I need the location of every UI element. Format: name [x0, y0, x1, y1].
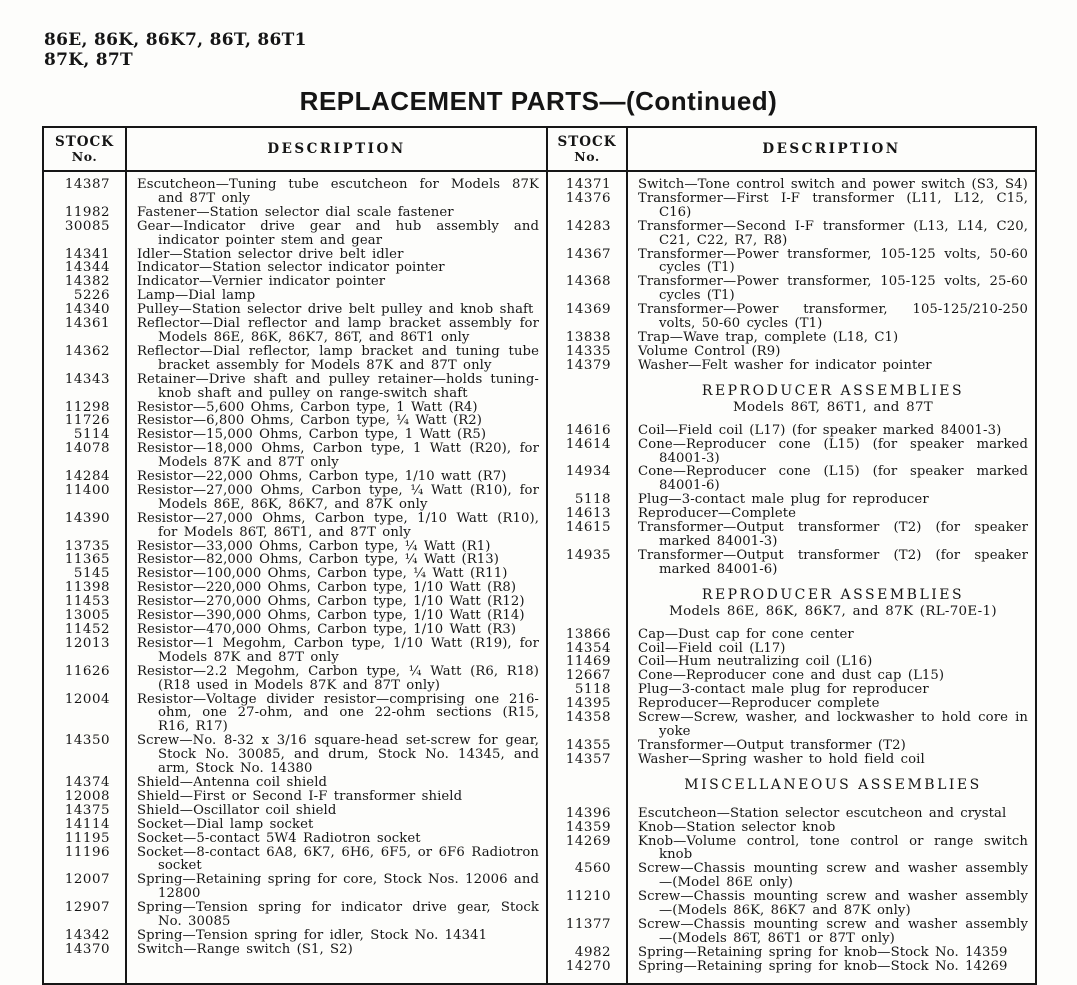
part-description: Screw—Chassis mounting screw and washer assembly—(Models 86T, 86T1 or 87T only) — [638, 916, 1028, 946]
table-row — [548, 890, 1035, 918]
part-description: Lamp—Dial lamp — [137, 288, 256, 304]
table-row — [44, 734, 546, 776]
part-description: Shield—First or Second I-F transformer shield — [137, 788, 463, 804]
table-row — [44, 303, 546, 317]
part-description: Knob—Volume control, tone control or range switch knob — [638, 833, 1028, 863]
stock-header-sublabel: No. — [574, 148, 600, 164]
part-description: Coil—Hum neutralizing coil (L16) — [638, 654, 873, 670]
part-description: Reflector—Dial reflector, lamp bracket and tuning tube bracket assembly for Models 87K and 87T only — [137, 343, 539, 373]
part-description: Socket—Dial lamp socket — [137, 816, 314, 832]
stock-number: 14359 — [565, 819, 611, 835]
stock-number: 14934 — [565, 464, 611, 480]
stock-number: 11398 — [64, 580, 110, 596]
part-description: Screw—Chassis mounting screw and washer assembly—(Models 86K, 86K7 and 87K only) — [638, 889, 1028, 919]
part-description: Resistor—27,000 Ohms, Carbon type, 1/10 Watt (R10), for Models 86T, 86T1, and 87T only — [137, 510, 539, 540]
part-description: Resistor—270,000 Ohms, Carbon type, 1/10 Watt (R12) — [137, 594, 525, 610]
part-description: Coil—Field coil (L17) (for speaker marked 84001-3) — [638, 422, 1002, 438]
table-row — [548, 628, 1035, 642]
table-row — [548, 918, 1035, 946]
table-row — [44, 693, 546, 735]
part-description: Knob—Station selector knob — [638, 819, 836, 835]
table-row — [44, 901, 546, 929]
part-description: Spring—Retaining spring for knob—Stock No. 14269 — [638, 958, 1008, 974]
part-description: Resistor—22,000 Ohms, Carbon type, 1/10 watt (R7) — [137, 469, 507, 485]
part-description: Cone—Reproducer cone (L15) (for speaker marked 84001-6) — [638, 464, 1028, 494]
part-description: Transformer—Output transformer (T2) (for speaker marked 84001-3) — [638, 520, 1028, 549]
table-row — [44, 665, 546, 693]
part-description: Volume Control (R9) — [638, 343, 781, 359]
part-description: Trap—Wave trap, complete (L18, C1) — [638, 329, 899, 345]
stock-number: 12004 — [64, 691, 110, 707]
stock-number: 14355 — [565, 737, 611, 753]
stock-number: 5118 — [574, 492, 611, 508]
stock-number: 12907 — [64, 900, 110, 916]
stock-number: 11400 — [64, 482, 110, 498]
table-row — [44, 248, 546, 262]
table-row — [44, 818, 546, 832]
part-description: Spring—Tension spring for indicator drive gear, Stock No. 30085 — [137, 900, 539, 930]
table-row — [44, 609, 546, 623]
part-description: Resistor—390,000 Ohms, Carbon type, 1/10 Watt (R14) — [137, 608, 525, 624]
part-description: Escutcheon—Tuning tube escutcheon for Models 87K and 87T only — [137, 177, 539, 206]
stock-number: 14613 — [565, 506, 611, 522]
part-description: Idler—Station selector drive belt idler — [137, 246, 404, 262]
table-row — [548, 424, 1035, 438]
part-description: Plug—3-contact male plug for reproducer — [638, 492, 929, 508]
table-row — [44, 275, 546, 289]
part-description: Plug—3-contact male plug for reproducer — [638, 682, 929, 698]
parts-column-right — [546, 172, 1035, 983]
table-row — [548, 669, 1035, 683]
stock-number: 14387 — [64, 177, 110, 192]
table-row — [44, 943, 546, 957]
stock-number: 14341 — [64, 246, 110, 262]
stock-number: 14390 — [64, 510, 110, 526]
stock-header-label: STOCK — [54, 133, 115, 150]
stock-number: 11196 — [64, 844, 110, 860]
part-description: Switch—Range switch (S1, S2) — [137, 941, 353, 957]
table-row — [548, 697, 1035, 711]
table-row — [548, 178, 1035, 192]
part-description: Shield—Antenna coil shield — [137, 774, 328, 790]
table-row — [44, 414, 546, 428]
part-description: Spring—Retaining spring for core, Stock Nos. 12006 and 12800 — [137, 872, 539, 902]
part-description: Reproducer—Reproducer complete — [638, 696, 880, 712]
part-description: Spring—Tension spring for idler, Stock No. 14341 — [137, 927, 488, 943]
table-row — [44, 929, 546, 943]
table-row — [44, 595, 546, 609]
table-row — [44, 373, 546, 401]
stock-number: 14357 — [565, 751, 611, 767]
table-row — [44, 220, 546, 248]
table-row — [548, 835, 1035, 863]
part-description: Screw—Screw, washer, and lockwasher to hold core in yoke — [638, 710, 1028, 739]
table-row — [548, 655, 1035, 669]
table-body — [44, 172, 1035, 983]
part-description: Resistor—15,000 Ohms, Carbon type, 1 Watt (R5) — [137, 427, 487, 443]
table-row — [548, 192, 1035, 220]
stock-number: 11469 — [565, 654, 611, 670]
part-description: Escutcheon—Station selector escutcheon and crystal — [638, 805, 1007, 821]
table-row — [548, 275, 1035, 303]
stock-number: 13735 — [64, 538, 110, 554]
models-header — [44, 30, 307, 71]
table-row — [44, 178, 546, 206]
part-description: Fastener—Station selector dial scale fastener — [137, 204, 454, 220]
part-description: Washer—Spring washer to hold field coil — [638, 751, 925, 767]
stock-number: 14379 — [565, 357, 611, 373]
stock-number: 5145 — [73, 566, 110, 582]
table-row — [548, 960, 1035, 974]
table-row — [44, 317, 546, 345]
table-row — [548, 521, 1035, 549]
table-row — [44, 790, 546, 804]
table-row — [548, 438, 1035, 466]
table-row — [44, 567, 546, 581]
section-heading: REPRODUCER ASSEMBLIES — [701, 586, 965, 603]
stock-number: 14361 — [64, 316, 110, 332]
table-row — [44, 428, 546, 442]
section-subheading: Models 86E, 86K, 86K7, and 87K (RL-70E-1) — [669, 603, 997, 619]
part-description: Transformer—Output transformer (T2) (for speaker marked 84001-6) — [638, 547, 1028, 577]
stock-number: 14269 — [565, 833, 611, 849]
part-description: Resistor—18,000 Ohms, Carbon type, 1 Watt (R20), for Models 87K and 87T only — [137, 441, 539, 471]
page-title: REPLACEMENT PARTS—(Continued) — [299, 86, 778, 116]
table-row — [44, 470, 546, 484]
stock-number: 14270 — [565, 958, 611, 974]
section-subheading: Models 86T, 86T1, and 87T — [732, 399, 934, 415]
table-row — [44, 442, 546, 470]
table-row — [44, 832, 546, 846]
stock-number: 14343 — [64, 371, 110, 387]
description-header-left — [125, 128, 546, 170]
part-description: Spring—Retaining spring for knob—Stock No. 14359 — [638, 944, 1008, 960]
table-row — [548, 642, 1035, 656]
stock-number: 11210 — [565, 889, 611, 905]
part-description: Resistor—27,000 Ohms, Carbon type, ¼ Watt (R10), for Models 86E, 86K, 86K7, and 87K only — [137, 482, 539, 512]
table-row — [44, 637, 546, 665]
table-row — [44, 345, 546, 373]
table-row — [548, 359, 1035, 373]
part-description: Resistor—470,000 Ohms, Carbon type, 1/10 Watt (R3) — [137, 622, 517, 637]
part-description: Transformer—Power transformer, 105-125/210-250 volts, 50-60 cycles (T1) — [638, 302, 1028, 332]
table-row — [548, 807, 1035, 821]
table-row — [44, 401, 546, 415]
stock-number: 11195 — [64, 830, 110, 846]
stock-number: 4560 — [574, 861, 611, 877]
table-row — [548, 549, 1035, 577]
stock-number: 11377 — [565, 916, 611, 932]
part-description: Resistor—1 Megohm, Carbon type, 1/10 Watt (R19), for Models 87K and 87T only — [137, 635, 539, 665]
stock-number: 14614 — [565, 436, 611, 452]
table-row — [548, 683, 1035, 697]
table-row — [44, 804, 546, 818]
part-description: Resistor—33,000 Ohms, Carbon type, ¼ Watt (R1) — [137, 538, 491, 554]
table-row — [44, 846, 546, 874]
stock-number: 11365 — [64, 552, 110, 568]
part-description: Switch—Tone control switch and power switch (S3, S4) — [638, 177, 1028, 192]
table-row — [44, 553, 546, 567]
stock-number: 4982 — [574, 944, 611, 960]
stock-number: 14374 — [64, 774, 110, 790]
stock-number: 14395 — [565, 696, 611, 712]
description-header-label: DESCRIPTION — [762, 140, 901, 157]
table-row — [548, 303, 1035, 331]
part-description: Transformer—Output transformer (T2) — [638, 737, 906, 753]
table-row — [44, 623, 546, 637]
stock-number: 14369 — [565, 302, 611, 318]
stock-number: 14376 — [565, 190, 611, 206]
part-description: Indicator—Station selector indicator pointer — [137, 260, 445, 276]
stock-number: 14367 — [565, 246, 611, 262]
stock-number: 14362 — [64, 343, 110, 359]
part-description: Resistor—Voltage divider resistor—comprising one 216-ohm, one 27-ohm, and one 22-ohm sections (R15, R16, R17) — [137, 691, 539, 735]
section-heading: MISCELLANEOUS ASSEMBLIES — [684, 776, 982, 793]
part-description: Cone—Reproducer cone and dust cap (L15) — [638, 668, 945, 684]
stock-number: 11982 — [64, 204, 110, 220]
part-description: Screw—No. 8-32 x 3/16 square-head set-screw for gear, Stock No. 30085, and drum, Stock No. 14345, and arm, Stock No. 14380 — [137, 733, 539, 777]
stock-number: 14335 — [565, 343, 611, 359]
models-line-1: 86E, 86K, 86K7, 86T, 86T1 — [44, 30, 307, 50]
part-description: Shield—Oscillator coil shield — [137, 802, 337, 818]
table-row — [548, 753, 1035, 767]
stock-number: 12007 — [64, 872, 110, 888]
part-description: Transformer—Power transformer, 105-125 volts, 25-60 cycles (T1) — [638, 274, 1028, 304]
stock-number: 14370 — [64, 941, 110, 957]
table-header-row — [44, 128, 1035, 172]
part-description: Retainer—Drive shaft and pulley retainer—holds tuning-knob shaft and pulley on range-switch shaft — [137, 371, 539, 401]
stock-number: 14615 — [565, 520, 611, 536]
table-row — [548, 946, 1035, 960]
stock-number: 14284 — [64, 469, 110, 485]
table-row — [548, 220, 1035, 248]
parts-column-left — [44, 172, 546, 983]
description-header-right — [626, 128, 1035, 170]
table-row — [44, 289, 546, 303]
stock-number: 12667 — [565, 668, 611, 684]
table-row — [548, 862, 1035, 890]
table-row — [44, 581, 546, 595]
stock-number: 5114 — [73, 427, 110, 443]
stock-number: 30085 — [64, 218, 110, 234]
stock-no-header-right — [546, 128, 626, 170]
stock-number: 13838 — [565, 329, 611, 345]
stock-number: 5118 — [574, 682, 611, 698]
stock-header-label: STOCK — [557, 133, 617, 150]
part-description: Resistor—100,000 Ohms, Carbon type, ¼ Watt (R11) — [137, 566, 508, 582]
stock-number: 11453 — [64, 594, 110, 610]
table-row — [44, 512, 546, 540]
stock-number: 14396 — [565, 805, 611, 821]
table-row — [548, 821, 1035, 835]
table-row — [548, 465, 1035, 493]
table-row — [44, 873, 546, 901]
stock-number: 14382 — [64, 274, 110, 290]
table-row — [44, 261, 546, 275]
stock-number: 11626 — [64, 663, 110, 679]
stock-number: 14616 — [565, 422, 611, 438]
part-description: Washer—Felt washer for indicator pointer — [638, 357, 932, 373]
stock-number: 11452 — [64, 622, 110, 637]
part-description: Resistor—6,800 Ohms, Carbon type, ¼ Watt (R2) — [137, 413, 482, 429]
part-description: Indicator—Vernier indicator pointer — [137, 274, 386, 290]
stock-number: 14371 — [565, 177, 611, 192]
part-description: Pulley—Station selector drive belt pulley and knob shaft — [137, 302, 534, 318]
table-row — [548, 248, 1035, 276]
stock-number: 13866 — [565, 626, 611, 642]
table-row — [548, 331, 1035, 345]
stock-number: 14344 — [64, 260, 110, 276]
stock-number: 14114 — [64, 816, 110, 832]
table-row — [44, 206, 546, 220]
part-description: Gear—Indicator drive gear and hub assembly and indicator pointer stem and gear — [137, 218, 539, 248]
stock-number: 14350 — [64, 733, 110, 749]
section-heading-spacer — [631, 794, 1035, 798]
stock-number: 12013 — [64, 635, 110, 651]
part-description: Socket—5-contact 5W4 Radiotron socket — [137, 830, 421, 846]
part-description: Transformer—Second I-F transformer (L13, L14, C20, C21, C22, R7, R8) — [638, 218, 1028, 248]
table-row — [548, 345, 1035, 359]
stock-number: 14935 — [565, 547, 611, 563]
table-row — [548, 493, 1035, 507]
part-description: Reproducer—Complete — [638, 506, 797, 522]
table-row — [44, 776, 546, 790]
stock-number: 14340 — [64, 302, 110, 318]
part-description: Resistor—2.2 Megohm, Carbon type, ¼ Watt (R6, R18) (R18 used in Models 87K and 87T only) — [137, 663, 539, 693]
part-description: Screw—Chassis mounting screw and washer assembly—(Model 86E only) — [638, 861, 1028, 891]
table-row — [548, 711, 1035, 739]
replacement-parts-table — [42, 126, 1037, 985]
stock-number: 14368 — [565, 274, 611, 290]
part-description: Resistor—220,000 Ohms, Carbon type, 1/10 Watt (R8) — [137, 580, 517, 596]
stock-number: 14354 — [565, 640, 611, 656]
stock-number: 13005 — [64, 608, 110, 624]
stock-number: 12008 — [64, 788, 110, 804]
stock-number: 11726 — [64, 413, 110, 429]
stock-number: 14358 — [565, 710, 611, 726]
stock-number: 14375 — [64, 802, 110, 818]
part-description: Transformer—Power transformer, 105-125 volts, 50-60 cycles (T1) — [638, 246, 1028, 276]
table-row — [548, 507, 1035, 521]
part-description: Socket—8-contact 6A8, 6K7, 6H6, 6F5, or 6F6 Radiotron socket — [137, 844, 539, 874]
description-header-label: DESCRIPTION — [267, 140, 406, 157]
stock-number: 14283 — [565, 218, 611, 234]
part-description: Reflector—Dial reflector and lamp bracket assembly for Models 86E, 86K, 86K7, 86T, and 86T1 only — [137, 316, 539, 345]
part-description: Resistor—5,600 Ohms, Carbon type, 1 Watt (R4) — [137, 399, 478, 415]
table-row — [44, 540, 546, 554]
section-heading: REPRODUCER ASSEMBLIES — [701, 382, 965, 399]
stock-header-sublabel: No. — [71, 148, 98, 164]
stock-number: 14078 — [64, 441, 110, 457]
part-description: Transformer—First I-F transformer (L11, L12, C15, C16) — [638, 190, 1028, 220]
part-description: Cap—Dust cap for cone center — [638, 626, 854, 642]
table-row — [548, 739, 1035, 753]
stock-number: 11298 — [64, 399, 110, 415]
part-description: Cone—Reproducer cone (L15) (for speaker marked 84001-3) — [638, 436, 1028, 466]
stock-number: 14342 — [64, 927, 110, 943]
stock-number: 5226 — [73, 288, 110, 304]
models-line-2: 87K, 87T — [44, 50, 133, 71]
stock-no-header-left — [44, 128, 125, 170]
part-description: Coil—Field coil (L17) — [638, 640, 786, 656]
table-row — [44, 484, 546, 512]
part-description: Resistor—82,000 Ohms, Carbon type, ¼ Watt (R13) — [137, 552, 499, 568]
